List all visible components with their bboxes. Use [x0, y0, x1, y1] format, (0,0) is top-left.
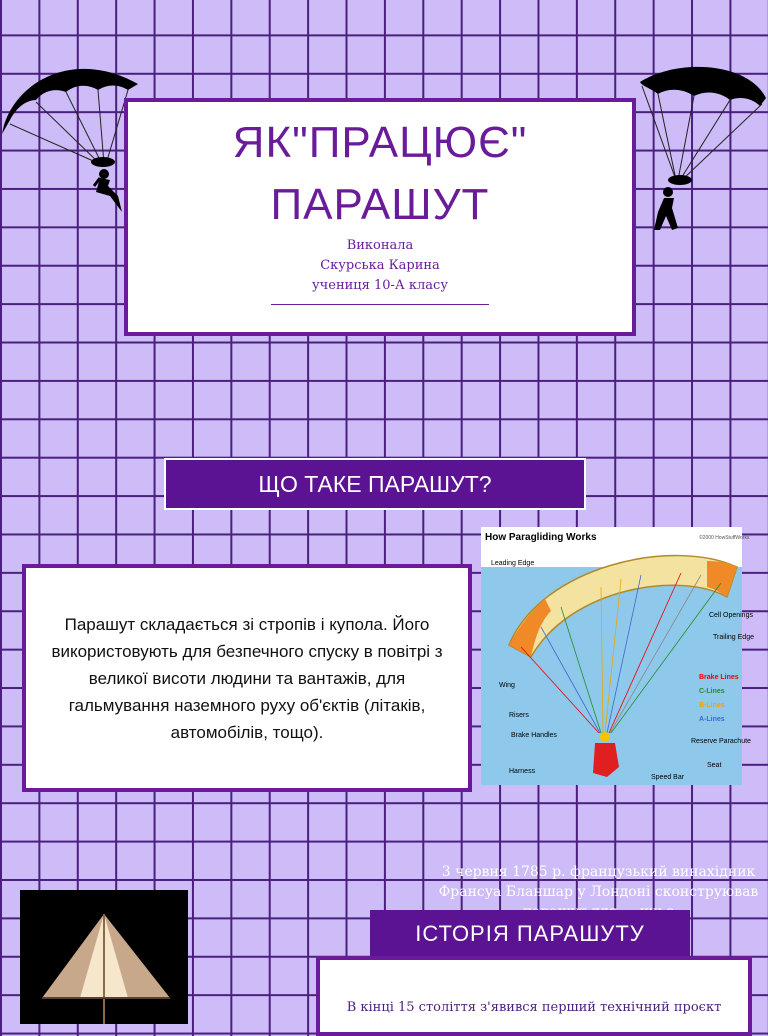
history-card	[316, 956, 752, 1036]
label-seat: Seat	[707, 762, 722, 769]
label-b-lines: B-Lines	[699, 702, 725, 709]
author-name: Скурська Карина	[320, 258, 440, 273]
label-cell-openings: Cell Openings	[709, 612, 753, 619]
title-divider	[271, 304, 489, 305]
history-side-text: 3 червня 1785 р. французький винахідник Франсуа Бланшар у Лондоні сконструював	[438, 864, 759, 900]
description-text: Парашут складається зі стропів і купола. Його використовують для безпечного спуску в повітрі з великої висоти людини та вантажів, для гальмування наземного руху об'єктів (літаків, автомобілів, тощо).	[51, 614, 443, 742]
label-c-lines: C-Lines	[699, 688, 725, 695]
title-line-2: ПАРАШУТ	[270, 180, 490, 229]
label-a-lines: A-Lines	[699, 716, 725, 723]
label-brake-handles: Brake Handles	[511, 732, 557, 739]
label-wing: Wing	[499, 682, 515, 689]
paragliding-diagram	[481, 527, 754, 785]
section-heading-what: ЩО ТАКЕ ПАРАШУТ?	[164, 458, 586, 510]
author-label: Виконала	[346, 238, 414, 253]
history-card-text: В кінці 15 століття з'явився перший технічний проєкт	[346, 1000, 722, 1015]
section-heading-history: ІСТОРІЯ ПАРАШУТУ	[370, 910, 690, 958]
label-reserve-parachute: Reserve Parachute	[691, 738, 751, 745]
label-harness: Harness	[509, 768, 536, 775]
title-card	[124, 98, 636, 336]
diagram-copyright: ©2000 HowStuffWorks	[699, 535, 750, 541]
description-card	[22, 564, 472, 792]
label-risers: Risers	[509, 712, 529, 719]
lamp-photo	[20, 890, 188, 1024]
parachutist-right-icon	[628, 58, 768, 238]
label-leading-edge: Leading Edge	[491, 560, 535, 567]
label-trailing-edge: Trailing Edge	[713, 634, 754, 641]
page-title	[128, 112, 632, 236]
label-speed-bar: Speed Bar	[651, 774, 685, 781]
label-brake-lines: Brake Lines	[699, 674, 739, 681]
diagram-title: How Paragliding Works	[485, 532, 597, 543]
author-class: учениця 10-А класу	[312, 278, 448, 293]
title-line-1: ЯК"ПРАЦЮЄ"	[232, 118, 528, 167]
